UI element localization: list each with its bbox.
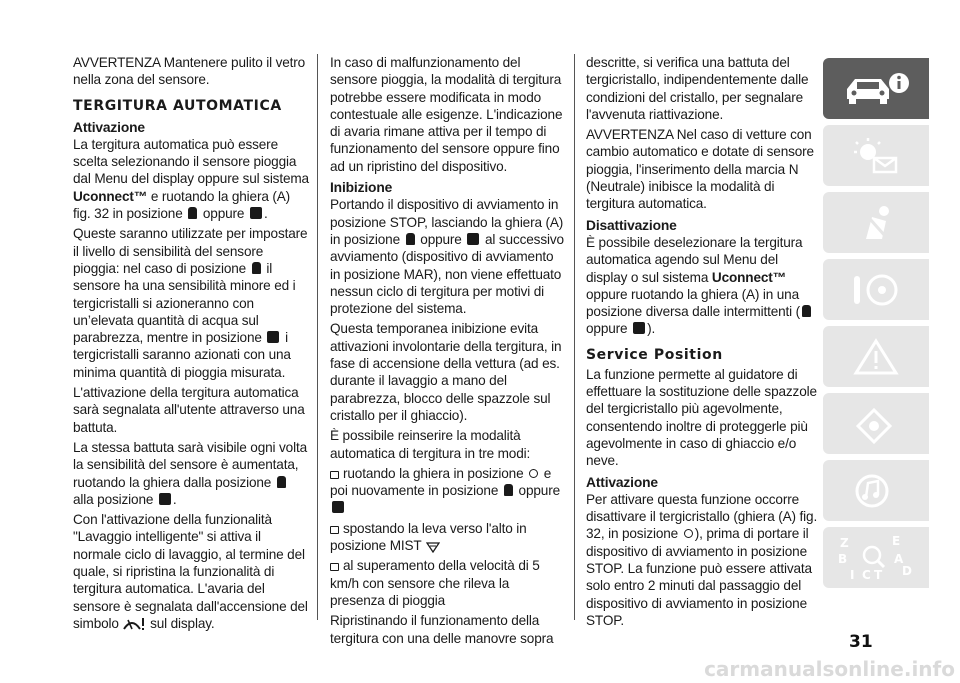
tab-multimedia[interactable] [823, 460, 929, 521]
svg-text:A: A [894, 551, 904, 566]
tab-index[interactable] [823, 527, 929, 588]
column-divider [574, 54, 575, 620]
tab-safety[interactable] [823, 192, 929, 253]
paragraph: Portando il dispositivo di avviamento in posizione STOP, lasciando la ghiera (A) in posizione oppure al successivo avviamento (dispositivo di avviamento in posizione MAR), non viene effettuato nessun ciclo di tergitura per motivi di protezione del sistema. [330, 197, 564, 317]
wiper-off-icon [529, 469, 538, 478]
paragraph: Ripristinando il funzionamento della tergitura con una delle manovre sopra [330, 613, 554, 646]
rain-sensitivity-low-icon [802, 305, 811, 317]
paragraph: È possibile reinserire la modalità automatica di tergitura in tre modi: [330, 428, 531, 461]
page-number: 31 [849, 632, 873, 652]
svg-text:B: B [838, 551, 848, 566]
rain-sensitivity-high-icon [332, 501, 344, 513]
svg-text:E: E [892, 533, 901, 548]
brand-name: Uconnect™ [711, 269, 787, 285]
column-right [586, 54, 822, 632]
mist-icon [426, 541, 440, 553]
index-letters-icon [836, 533, 916, 583]
paragraph: Con l'attivazione della funzionalità "Lavaggio intelligente" si attiva il normale ciclo di lavaggio, al termine del quale, si ripristina la funzionalità di tergitura automatica. L'avaria del sensore è segnalata dall'accensione del simbolo sul display. [73, 512, 308, 631]
rain-sensitivity-high-icon [633, 322, 645, 334]
subheading-attivazione: Attivazione [586, 474, 658, 490]
rain-sensitivity-low-icon [277, 476, 286, 488]
tab-emergency[interactable] [823, 326, 929, 387]
warning-text: AVVERTENZA Nel caso di vetture con cambio automatico e dotate di sensore pioggia, l'inserimento della marcia N (Neutrale) inibisce la modalità di tergitura automatica. [586, 127, 814, 212]
column-middle [330, 54, 566, 650]
list-item: ruotando la ghiera in posizione e poi nuovamente in posizione oppure [330, 465, 566, 517]
tab-starting-driving[interactable] [823, 259, 929, 320]
paragraph: In caso di malfunzionamento del sensore pioggia, la modalità di tergitura potrebbe essere modificata in modo contestuale alle esigenze. L'indicazione di avaria rimane attiva per il tempo di funzionamento del sensore oppure fino ad un ripristino del dispositivo. [330, 55, 563, 174]
tab-maintenance[interactable] [823, 393, 929, 454]
bullet-icon [330, 471, 339, 479]
wiper-fault-icon [123, 617, 145, 631]
subheading-attivazione: Attivazione [73, 119, 145, 135]
multimedia-icon [846, 471, 906, 511]
breakdown-triangle-icon [846, 337, 906, 377]
paragraph: descritte, si verifica una battuta del tergicristallo, indipendentemente dalle condizioni del cristallo, per segnalare l'avvenuta riattivazione. [586, 55, 809, 122]
rain-sensitivity-high-icon [467, 233, 479, 245]
brand-name: Uconnect™ [73, 188, 148, 204]
rain-sensitivity-low-icon [406, 233, 415, 245]
paragraph: La funzione permette al guidatore di effettuare la sostituzione delle spazzole del tergicristallo più agevolmente, consentendo inoltre di proteggerle più agevolmente in caso di ghiaccio e/o neve. [586, 366, 817, 469]
bullet-icon [330, 526, 339, 534]
column-divider [317, 54, 318, 620]
watermark: carmanualsonline.info [704, 657, 955, 681]
svg-text:Z: Z [840, 535, 849, 550]
chapter-tabs [823, 58, 929, 594]
paragraph: Per attivare questa funzione occorre disattivare il tergicristallo (ghiera (A) fig. 32, in posizione ), prima di portare il dispositivo di avviamento in posizione STOP. La funzione può essere attivata solo entro 2 minuti dal passaggio del dispositivo di avviamento in posizione STOP. [586, 491, 818, 628]
rain-sensitivity-low-icon [252, 262, 261, 274]
list-item: al superamento della velocità di 5 km/h con sensore che rileva la presenza di pioggia [330, 558, 540, 608]
warning-text: AVVERTENZA Mantenere pulito il vetro nella zona del sensore. [73, 55, 306, 88]
rain-sensitivity-high-icon [267, 331, 279, 343]
lights-warning-icon [846, 136, 906, 176]
subheading-inibizione: Inibizione [330, 180, 393, 196]
svg-text:D: D [902, 563, 912, 578]
subheading-disattivazione: Disattivazione [586, 217, 677, 233]
section-heading: TERGITURA AUTOMATICA [73, 97, 282, 114]
paragraph: Queste saranno utilizzate per impostare il livello di sensibilità del sensore pioggia: nel caso di posizione il sensore ha una sensibilità minore ed i tergicristalli si azioneranno con un’elevata quantità di acqua sul parabrezza, mentre in posizione i tergicristalli saranno azionati con una minima quantità di pioggia misurata. [73, 226, 308, 380]
paragraph: La tergitura automatica può essere scelta selezionando il sensore pioggia dal Menu del display oppure sul sistema Uconnect™ e ruotando la ghiera (A) fig. 32 in posizione oppure . [73, 136, 309, 222]
rain-sensitivity-high-icon [250, 207, 262, 219]
wiper-off-icon [684, 529, 693, 538]
car-info-icon [841, 69, 911, 109]
rain-sensitivity-high-icon [159, 493, 171, 505]
column-left [73, 54, 309, 635]
list-item: spostando la leva verso l'alto in posizione MIST [330, 520, 527, 554]
tab-car-info[interactable] [823, 58, 929, 119]
tab-lights-warnings[interactable] [823, 125, 929, 186]
paragraph: Questa temporanea inibizione evita attivazioni involontarie della tergitura, in fase di accensione della vettura (ad es. durante il lavaggio a mano del parabrezza, blocco delle spazzole sul cristallo per il ghiaccio). [330, 321, 562, 423]
rain-sensitivity-low-icon [188, 207, 197, 219]
key-steering-icon [846, 270, 906, 310]
bullet-icon [330, 563, 339, 571]
svg-text:C: C [862, 567, 871, 582]
rain-sensitivity-low-icon [504, 484, 513, 496]
svg-text:I: I [850, 567, 855, 582]
paragraph: È possibile deselezionare la tergitura automatica agendo sul Menu del display o sul sistema Uconnect™ oppure ruotando la ghiera (A) in una posizione diversa dalle intermittenti ( oppure ). [586, 234, 822, 338]
airbag-seat-icon [846, 203, 906, 243]
section-heading: Service Position [586, 346, 723, 363]
paragraph: La stessa battuta sarà visibile ogni volta la sensibilità del sensore è aumentata, ruotando la ghiera dalla posizione alla posizione . [73, 439, 307, 507]
service-wrench-icon [846, 404, 906, 444]
paragraph: L'attivazione della tergitura automatica sarà segnalata all'utente attraverso una battuta. [73, 385, 305, 435]
svg-text:T: T [874, 567, 883, 582]
